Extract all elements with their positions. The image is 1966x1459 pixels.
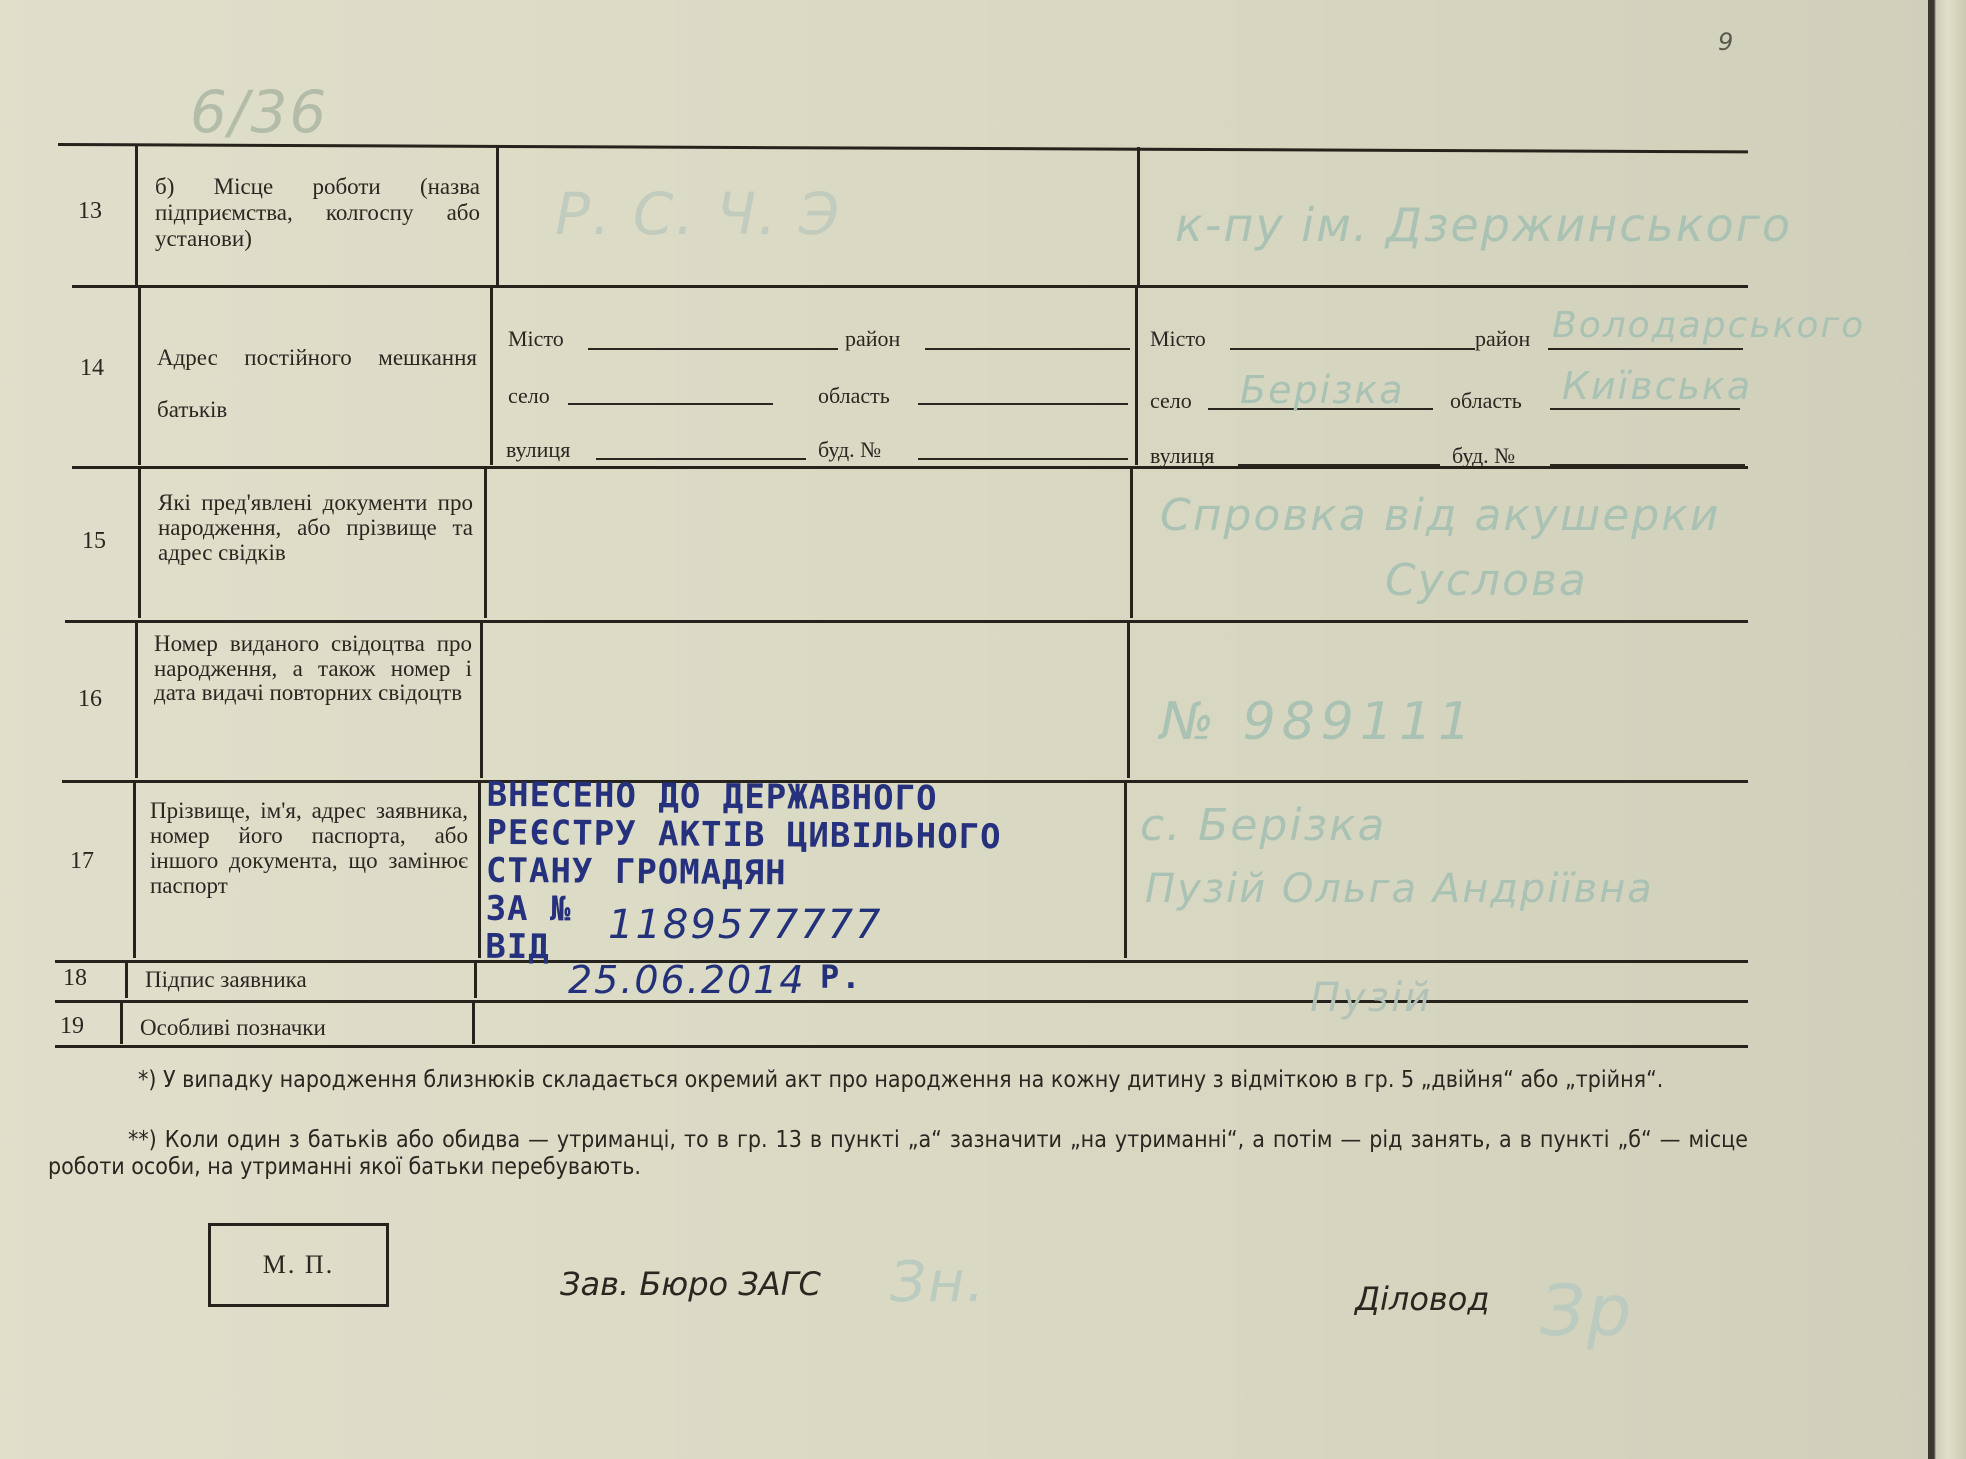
clerk-label: Діловод [1355,1280,1490,1318]
book-binding-edge [1928,0,1966,1459]
row-number-17: 17 [70,848,94,874]
num-col-line [125,962,128,998]
row-label-14: Адрес постійного мешкання батьків [157,345,477,422]
certificate-number: № 989111 [1160,692,1478,752]
stamp-register-number: 1189577777 [608,902,883,948]
label-col-line [484,468,487,618]
mother-street-line [1238,464,1440,466]
row-number-13: 13 [78,198,102,224]
label-col-line [496,145,499,285]
parent-col-line [1130,468,1133,618]
footnote-twins: *) У випадку народження близнюків складається окремий акт про народження на кожну дитину з відміткою в гр. 5 „двійня“ або „трійня“. [138,1067,1664,1093]
parent-col-line [1137,147,1140,285]
stamp-date-prefix: ВІД [485,926,550,968]
label-col-line [490,287,493,465]
parent-col-line [1124,782,1127,958]
mother-documents-line2: Суслова [1385,555,1588,606]
page-mark: 9 [1718,28,1736,56]
num-col-line [133,782,136,958]
label-col-line [474,962,477,998]
mother-district-label: район [1475,326,1531,351]
father-village-line [568,403,773,405]
footnote-dependents: **) Коли один з батьків або обидва — утриманці, то в гр. 13 в пункті „а“ зазначити „на утриманні“, а потім — рід занять, а в пункті „б“ — місце роботи особи, на утриманні якої батьки перебувають. [48,1127,1748,1180]
row-number-19: 19 [60,1013,84,1039]
mother-village-value: Берізка [1240,368,1405,412]
mother-documents-line1: Спровка від акушерки [1160,490,1721,541]
father-district-label: район [845,326,901,351]
mother-house-label: буд. № [1452,443,1516,468]
stamp-line-1: ВНЕСЕНО ДО ДЕРЖАВНОГО [486,774,938,819]
row-number-15: 15 [82,528,106,554]
father-street-label: вулиця [506,437,571,462]
row-number-16: 16 [78,686,102,712]
father-region-label: область [818,383,890,408]
head-signature: Зн. [890,1250,987,1315]
mother-street-label: вулиця [1150,443,1215,468]
num-col-line [138,468,141,618]
stamp-line-2: РЕЄСТРУ АКТІВ ЦИВІЛЬНОГО [486,812,1002,858]
mother-city-label: Місто [1150,326,1206,351]
father-city-label: Місто [508,326,564,351]
row-label-15: Які пред'явлені документи про народження, або прізвище та адрес свідків [158,490,473,565]
mother-region-line [1550,408,1740,410]
father-workplace: Р. С. Ч. Э [555,180,842,248]
father-house-line [918,458,1128,460]
mother-workplace: к-пу ім. Дзержинського [1175,198,1792,252]
row-label-16: Номер виданого свідоцтва про народження, а також номер і дата видачі повторних свідоцтв [154,631,472,705]
mother-district-value: Володарського [1552,305,1866,346]
father-house-label: буд. № [818,437,882,462]
num-col-line [120,1002,123,1044]
archive-number: 6/36 [190,78,329,146]
father-village-label: село [508,383,550,408]
row-label-17: Прізвище, ім'я, адрес заявника, номер його паспорта, або іншого документа, що замінює паспорт [150,798,468,898]
stamp-date-suffix: Р. [820,958,863,996]
label-col-line [478,782,481,958]
mother-region-label: область [1450,388,1522,413]
num-col-line [135,622,138,778]
row-label-19: Особливі позначки [140,1015,326,1040]
applicant-address: с. Берізка [1140,800,1387,851]
parent-col-line [1127,622,1130,778]
num-col-line [135,145,138,285]
table-top-border [58,143,1748,153]
seal-label: М. П. [262,1250,335,1279]
head-of-registry-label: Зав. Бюро ЗАГС [560,1265,821,1303]
table-bottom-border [55,1045,1748,1048]
father-city-line [588,348,838,350]
num-col-line [138,287,141,465]
parent-col-line [1135,287,1138,465]
label-col-line [472,1002,475,1044]
mother-city-line [1230,348,1475,350]
mother-house-line [1550,464,1745,466]
father-district-line [925,348,1130,350]
row-divider-14 [72,285,1748,288]
clerk-signature: Зр [1540,1270,1634,1352]
row-label-18: Підпис заявника [145,967,307,992]
row-divider-16 [65,620,1748,623]
row-label-13: б) Місце роботи (назва підприємства, колгоспу або установи) [155,174,480,251]
row-number-18: 18 [63,965,87,991]
seal-placeholder [208,1223,389,1307]
label-col-line [480,622,483,778]
mother-region-value: Київська [1562,364,1753,408]
stamp-register-date: 25.06.2014 [568,958,806,1002]
father-region-line [918,403,1128,405]
row-divider-19 [55,1000,1748,1003]
stamp-line-3: СТАНУ ГРОМАДЯН [485,850,787,894]
row-number-14: 14 [80,355,104,381]
mother-village-label: село [1150,388,1192,413]
applicant-signature: Пузій [1310,975,1433,1021]
stamp-number-prefix: ЗА № [485,888,572,930]
applicant-name: Пузій Ольга Андріївна [1145,866,1654,912]
father-street-line [596,458,806,460]
mother-district-line [1548,348,1743,350]
